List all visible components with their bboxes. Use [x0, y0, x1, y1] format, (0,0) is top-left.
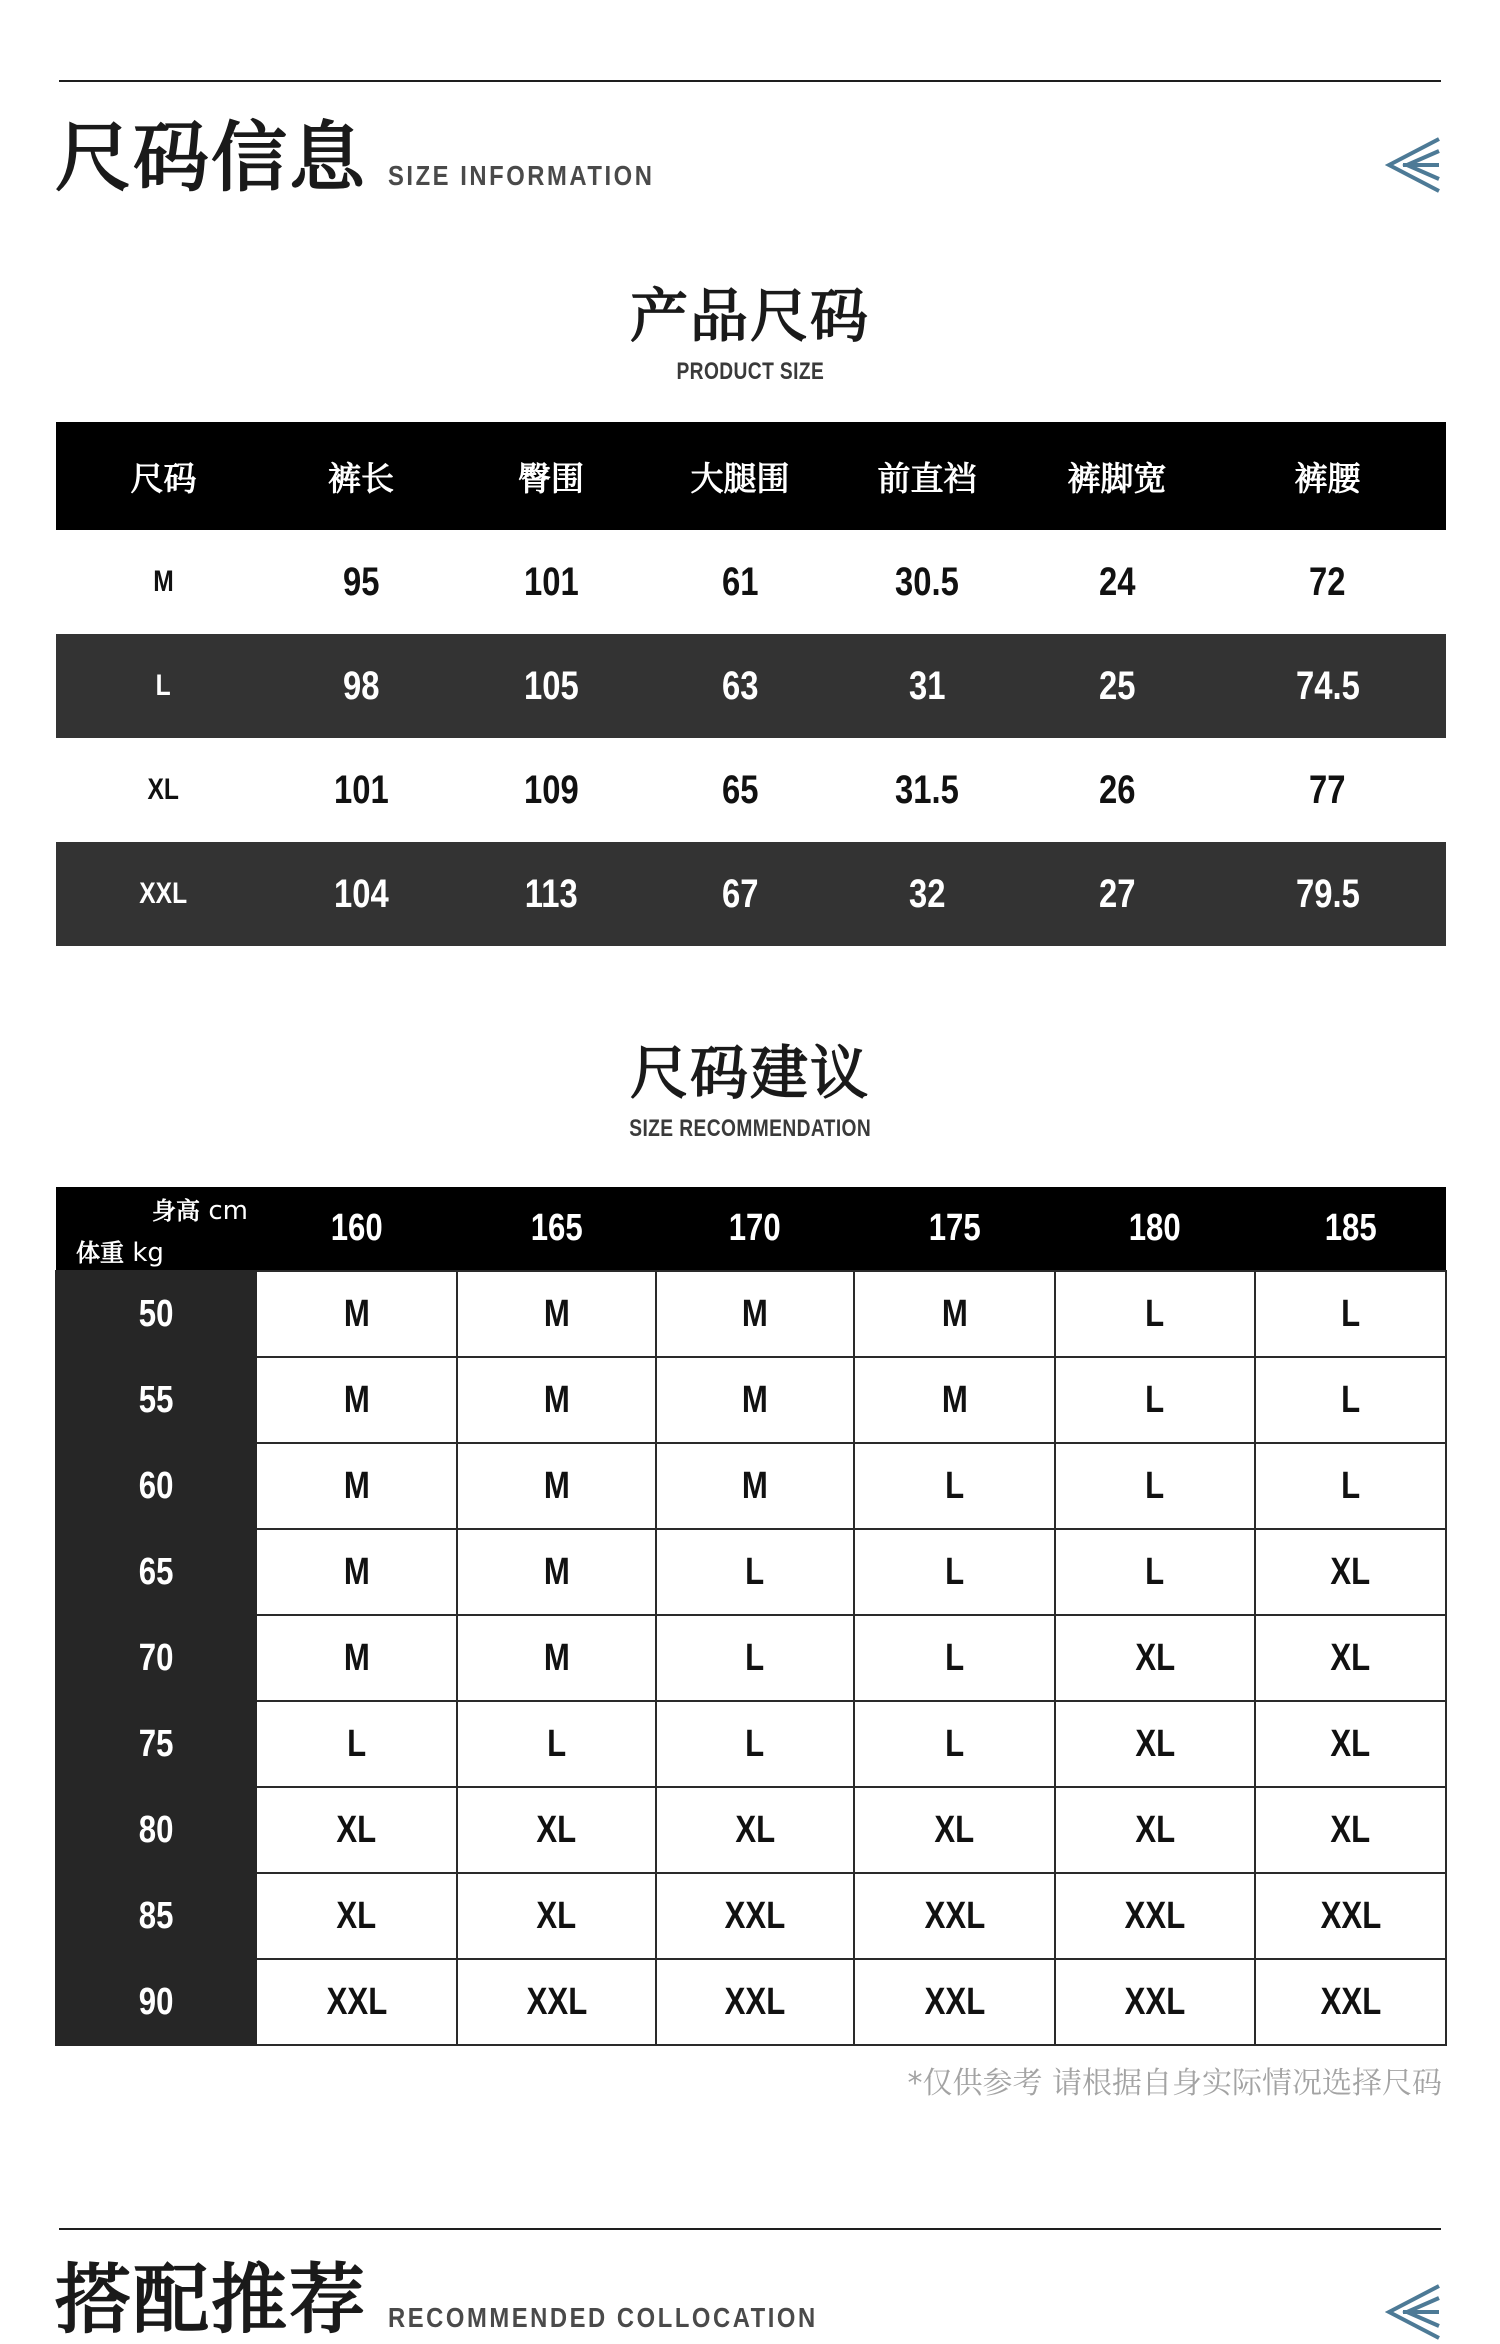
size-cell: M — [256, 1271, 457, 1357]
size-cell: XL — [1055, 1787, 1255, 1873]
column-header: 裤腰 — [1209, 422, 1446, 530]
size-cell: M — [256, 1529, 457, 1615]
bottom-divider — [59, 2228, 1441, 2230]
table-cell: 101 — [333, 767, 389, 812]
size-cell: M — [457, 1357, 656, 1443]
double-chevron-left-icon — [1385, 2282, 1441, 2342]
size-cell: L — [1255, 1443, 1446, 1529]
product-size-title: 产品尺码 — [629, 282, 870, 350]
size-recommendation-subtitle: SIZE RECOMMENDATION — [629, 1115, 871, 1142]
size-cell: XXL — [1055, 1959, 1255, 2045]
table-cell: 113 — [451, 842, 651, 946]
corner-cell — [56, 1187, 256, 1271]
double-chevron-left-icon — [1385, 135, 1441, 195]
size-cell: L — [656, 1615, 854, 1701]
size-cell: L — [1055, 1529, 1255, 1615]
size-cell: M — [457, 1529, 656, 1615]
size-cell: M — [256, 1357, 457, 1443]
size-cell: XL — [256, 1873, 457, 1959]
height-header: 165 — [457, 1187, 656, 1271]
height-header: 160 — [256, 1187, 457, 1271]
size-cell: XL — [854, 1787, 1055, 1873]
table-cell: 72 — [1309, 559, 1346, 604]
size-cell: M — [256, 1443, 457, 1529]
size-cell: M — [656, 1271, 854, 1357]
table-row — [56, 1787, 1446, 1873]
size-cell: L — [656, 1529, 854, 1615]
table-cell: 32 — [829, 842, 1025, 946]
table-row — [56, 738, 1446, 842]
table-cell: XL — [147, 773, 180, 806]
height-header: 185 — [1255, 1187, 1446, 1271]
height-label: 身高 cm — [152, 1196, 248, 1226]
table-cell: 104 — [271, 842, 451, 946]
size-cell: L — [457, 1701, 656, 1787]
table-cell: 26 — [1098, 767, 1136, 812]
disclaimer-note: *仅供参考 请根据自身实际情况选择尺码 — [907, 2066, 1442, 2101]
column-header: 臀围 — [451, 422, 651, 530]
size-cell: XL — [656, 1787, 854, 1873]
table-row — [56, 1529, 1446, 1615]
table-row — [56, 1615, 1446, 1701]
size-cell: XXL — [256, 1959, 457, 2045]
size-cell: M — [457, 1443, 656, 1529]
table-cell: L — [56, 634, 271, 738]
table-row — [56, 634, 1446, 738]
size-cell: M — [457, 1615, 656, 1701]
weight-cell: 70 — [56, 1615, 256, 1701]
size-cell: XXL — [1055, 1873, 1255, 1959]
product-size-table — [56, 422, 1446, 946]
collocation-subtitle: RECOMMENDED COLLOCATION — [388, 2302, 818, 2333]
size-cell: M — [854, 1357, 1055, 1443]
top-divider — [59, 80, 1441, 82]
size-cell: XL — [457, 1787, 656, 1873]
collocation-title: 搭配推荐 — [55, 2255, 367, 2344]
table-row — [56, 1357, 1446, 1443]
size-cell: XXL — [656, 1959, 854, 2045]
size-cell: XL — [457, 1873, 656, 1959]
table-cell: 65 — [721, 767, 759, 812]
size-cell: M — [256, 1615, 457, 1701]
size-cell: L — [854, 1701, 1055, 1787]
table-cell: 61 — [721, 559, 759, 604]
column-header: 大腿围 — [651, 422, 829, 530]
table-cell: 98 — [271, 634, 451, 738]
table-cell: 74.5 — [1209, 634, 1446, 738]
size-cell: M — [854, 1271, 1055, 1357]
table-cell: 24 — [1098, 559, 1136, 604]
product-size-subtitle: PRODUCT SIZE — [676, 358, 824, 385]
size-cell: L — [1055, 1357, 1255, 1443]
table-cell: 79.5 — [1209, 842, 1446, 946]
size-cell: L — [256, 1701, 457, 1787]
size-cell: L — [1255, 1271, 1446, 1357]
size-cell: L — [854, 1615, 1055, 1701]
table-row — [56, 1443, 1446, 1529]
weight-cell: 65 — [56, 1529, 256, 1615]
size-recommendation-table — [55, 1187, 1447, 2046]
table-cell: M — [153, 565, 174, 598]
weight-cell: 80 — [56, 1787, 256, 1873]
weight-cell: 60 — [56, 1443, 256, 1529]
table-row — [56, 1271, 1446, 1357]
table-cell: 63 — [651, 634, 829, 738]
size-cell: L — [656, 1701, 854, 1787]
height-header: 175 — [854, 1187, 1055, 1271]
size-cell: XL — [1255, 1787, 1446, 1873]
table-cell: XXL — [56, 842, 271, 946]
size-cell: XXL — [854, 1873, 1055, 1959]
table-row — [56, 1701, 1446, 1787]
size-cell: L — [854, 1443, 1055, 1529]
table-cell: 109 — [523, 767, 579, 812]
weight-cell: 85 — [56, 1873, 256, 1959]
table-row — [56, 1959, 1446, 2045]
size-cell: XL — [1255, 1615, 1446, 1701]
table-cell: 67 — [651, 842, 829, 946]
size-cell: L — [1055, 1443, 1255, 1529]
column-header: 尺码 — [56, 422, 271, 530]
section-title: 尺码信息 — [55, 113, 367, 202]
size-cell: L — [1055, 1271, 1255, 1357]
table-cell: 95 — [342, 559, 380, 604]
size-cell: XL — [1255, 1529, 1446, 1615]
size-cell: M — [457, 1271, 656, 1357]
size-cell: M — [656, 1357, 854, 1443]
size-cell: XL — [1255, 1701, 1446, 1787]
table-header-row — [56, 1187, 1446, 1271]
column-header: 裤脚宽 — [1025, 422, 1209, 530]
size-cell: XXL — [854, 1959, 1055, 2045]
column-header: 裤长 — [271, 422, 451, 530]
table-cell: 77 — [1309, 767, 1346, 812]
table-cell: 27 — [1025, 842, 1209, 946]
column-header: 前直裆 — [829, 422, 1025, 530]
table-header-row — [56, 422, 1446, 530]
table-row — [56, 842, 1446, 946]
weight-cell: 75 — [56, 1701, 256, 1787]
size-cell: L — [854, 1529, 1055, 1615]
size-cell: XXL — [1255, 1959, 1446, 2045]
table-cell: 25 — [1025, 634, 1209, 738]
weight-cell: 55 — [56, 1357, 256, 1443]
size-cell: XL — [1055, 1701, 1255, 1787]
table-row — [56, 530, 1446, 634]
weight-label: 体重 kg — [76, 1238, 164, 1268]
table-cell: 31.5 — [895, 767, 959, 812]
height-header: 180 — [1055, 1187, 1255, 1271]
size-cell: XXL — [457, 1959, 656, 2045]
table-cell: 31 — [829, 634, 1025, 738]
size-recommendation-title: 尺码建议 — [629, 1039, 870, 1107]
table-cell: 30.5 — [895, 559, 959, 604]
height-header: 170 — [656, 1187, 854, 1271]
weight-cell: 90 — [56, 1959, 256, 2045]
size-cell: L — [1255, 1357, 1446, 1443]
section-subtitle: SIZE INFORMATION — [388, 160, 655, 191]
size-cell: XL — [256, 1787, 457, 1873]
table-cell: 105 — [451, 634, 651, 738]
size-cell: XXL — [1255, 1873, 1446, 1959]
size-cell: XXL — [656, 1873, 854, 1959]
weight-cell: 50 — [56, 1271, 256, 1357]
table-row — [56, 1873, 1446, 1959]
size-cell: M — [656, 1443, 854, 1529]
table-cell: 101 — [523, 559, 579, 604]
size-cell: XL — [1055, 1615, 1255, 1701]
